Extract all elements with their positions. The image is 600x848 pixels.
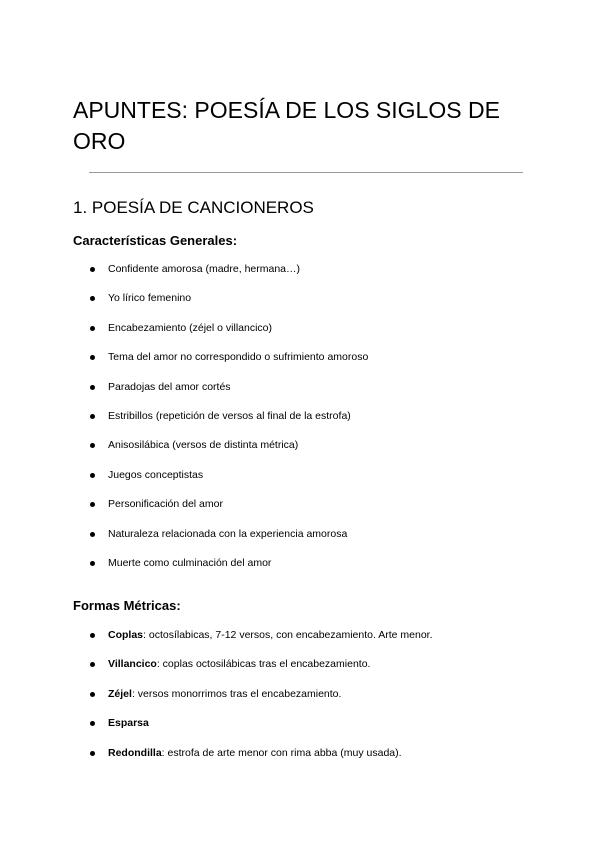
bullet-icon	[90, 633, 95, 638]
general-characteristics-list	[0, 261, 600, 584]
list-item	[0, 290, 600, 319]
list-item	[0, 496, 600, 525]
term-label: Zéjel	[108, 687, 132, 700]
metric-forms-list	[0, 627, 600, 774]
bullet-icon	[90, 385, 95, 390]
bullet-icon	[90, 414, 95, 419]
list-item	[0, 379, 600, 408]
list-item-text: Yo lírico femenino	[108, 292, 192, 305]
list-item	[0, 437, 600, 466]
bullet-icon	[90, 751, 95, 756]
list-item-text: Muerte como culminación del amor	[108, 556, 272, 569]
list-item-text	[108, 745, 402, 761]
list-item-text: Anisosilábica (versos de distinta métrica)	[108, 439, 299, 452]
list-item	[0, 349, 600, 378]
term-label: Esparsa	[108, 717, 149, 730]
list-item-text: Personificación del amor	[108, 498, 223, 511]
list-item-text	[108, 686, 341, 702]
document-title: APUNTES: POESÍA DE LOS SIGLOS DE ORO	[73, 97, 500, 154]
horizontal-divider	[89, 172, 523, 173]
list-item-text	[108, 656, 370, 672]
list-item	[0, 467, 600, 496]
list-item	[0, 656, 600, 685]
term-description: : octosílabicas, 7-12 versos, con encabezamiento. Arte menor.	[143, 629, 433, 641]
list-item	[0, 320, 600, 349]
bullet-icon	[90, 473, 95, 478]
bullet-icon	[90, 692, 95, 697]
list-item	[0, 686, 600, 715]
bullet-icon	[90, 532, 95, 537]
list-item-text	[108, 715, 149, 731]
list-item-text: Naturaleza relacionada con la experiencia amorosa	[108, 527, 348, 540]
term-label: Redondilla	[108, 746, 162, 759]
list-item-text: Juegos conceptistas	[108, 468, 204, 481]
list-item-text: Confidente amorosa (madre, hermana…)	[108, 263, 301, 275]
bullet-icon	[90, 443, 95, 448]
bullet-icon	[90, 296, 95, 301]
list-item	[0, 745, 600, 774]
list-item	[0, 715, 600, 744]
list-item	[0, 408, 600, 437]
list-item	[0, 555, 600, 584]
list-item-text: Paradojas del amor cortés	[108, 380, 231, 393]
bullet-icon	[90, 721, 95, 726]
list-item	[0, 627, 600, 656]
list-item	[0, 526, 600, 555]
bullet-icon	[90, 355, 95, 360]
bullet-icon	[90, 267, 95, 272]
general-characteristics-heading: Características Generales:	[73, 233, 238, 248]
list-item	[0, 261, 600, 290]
term-label: Coplas	[108, 629, 144, 641]
term-description: : versos monorrimos tras el encabezamiento.	[131, 687, 342, 700]
bullet-icon	[90, 502, 95, 507]
term-description: : coplas octosilábicas tras el encabezamiento.	[156, 658, 371, 671]
term-description: : estrofa de arte menor con rima abba (muy usada).	[161, 746, 402, 759]
list-item-text: Estribillos (repetición de versos al final de la estrofa)	[108, 409, 351, 422]
section-title: 1. POESÍA DE CANCIONEROS	[73, 198, 314, 217]
list-item-text	[108, 627, 433, 643]
term-label: Villancico	[108, 658, 157, 671]
bullet-icon	[90, 662, 95, 667]
metric-forms-heading: Formas Métricas:	[73, 598, 181, 613]
list-item-text: Encabezamiento (zéjel o villancico)	[108, 321, 272, 334]
bullet-icon	[90, 326, 95, 331]
bullet-icon	[90, 561, 95, 566]
list-item-text: Tema del amor no correspondido o sufrimiento amoroso	[108, 351, 369, 364]
